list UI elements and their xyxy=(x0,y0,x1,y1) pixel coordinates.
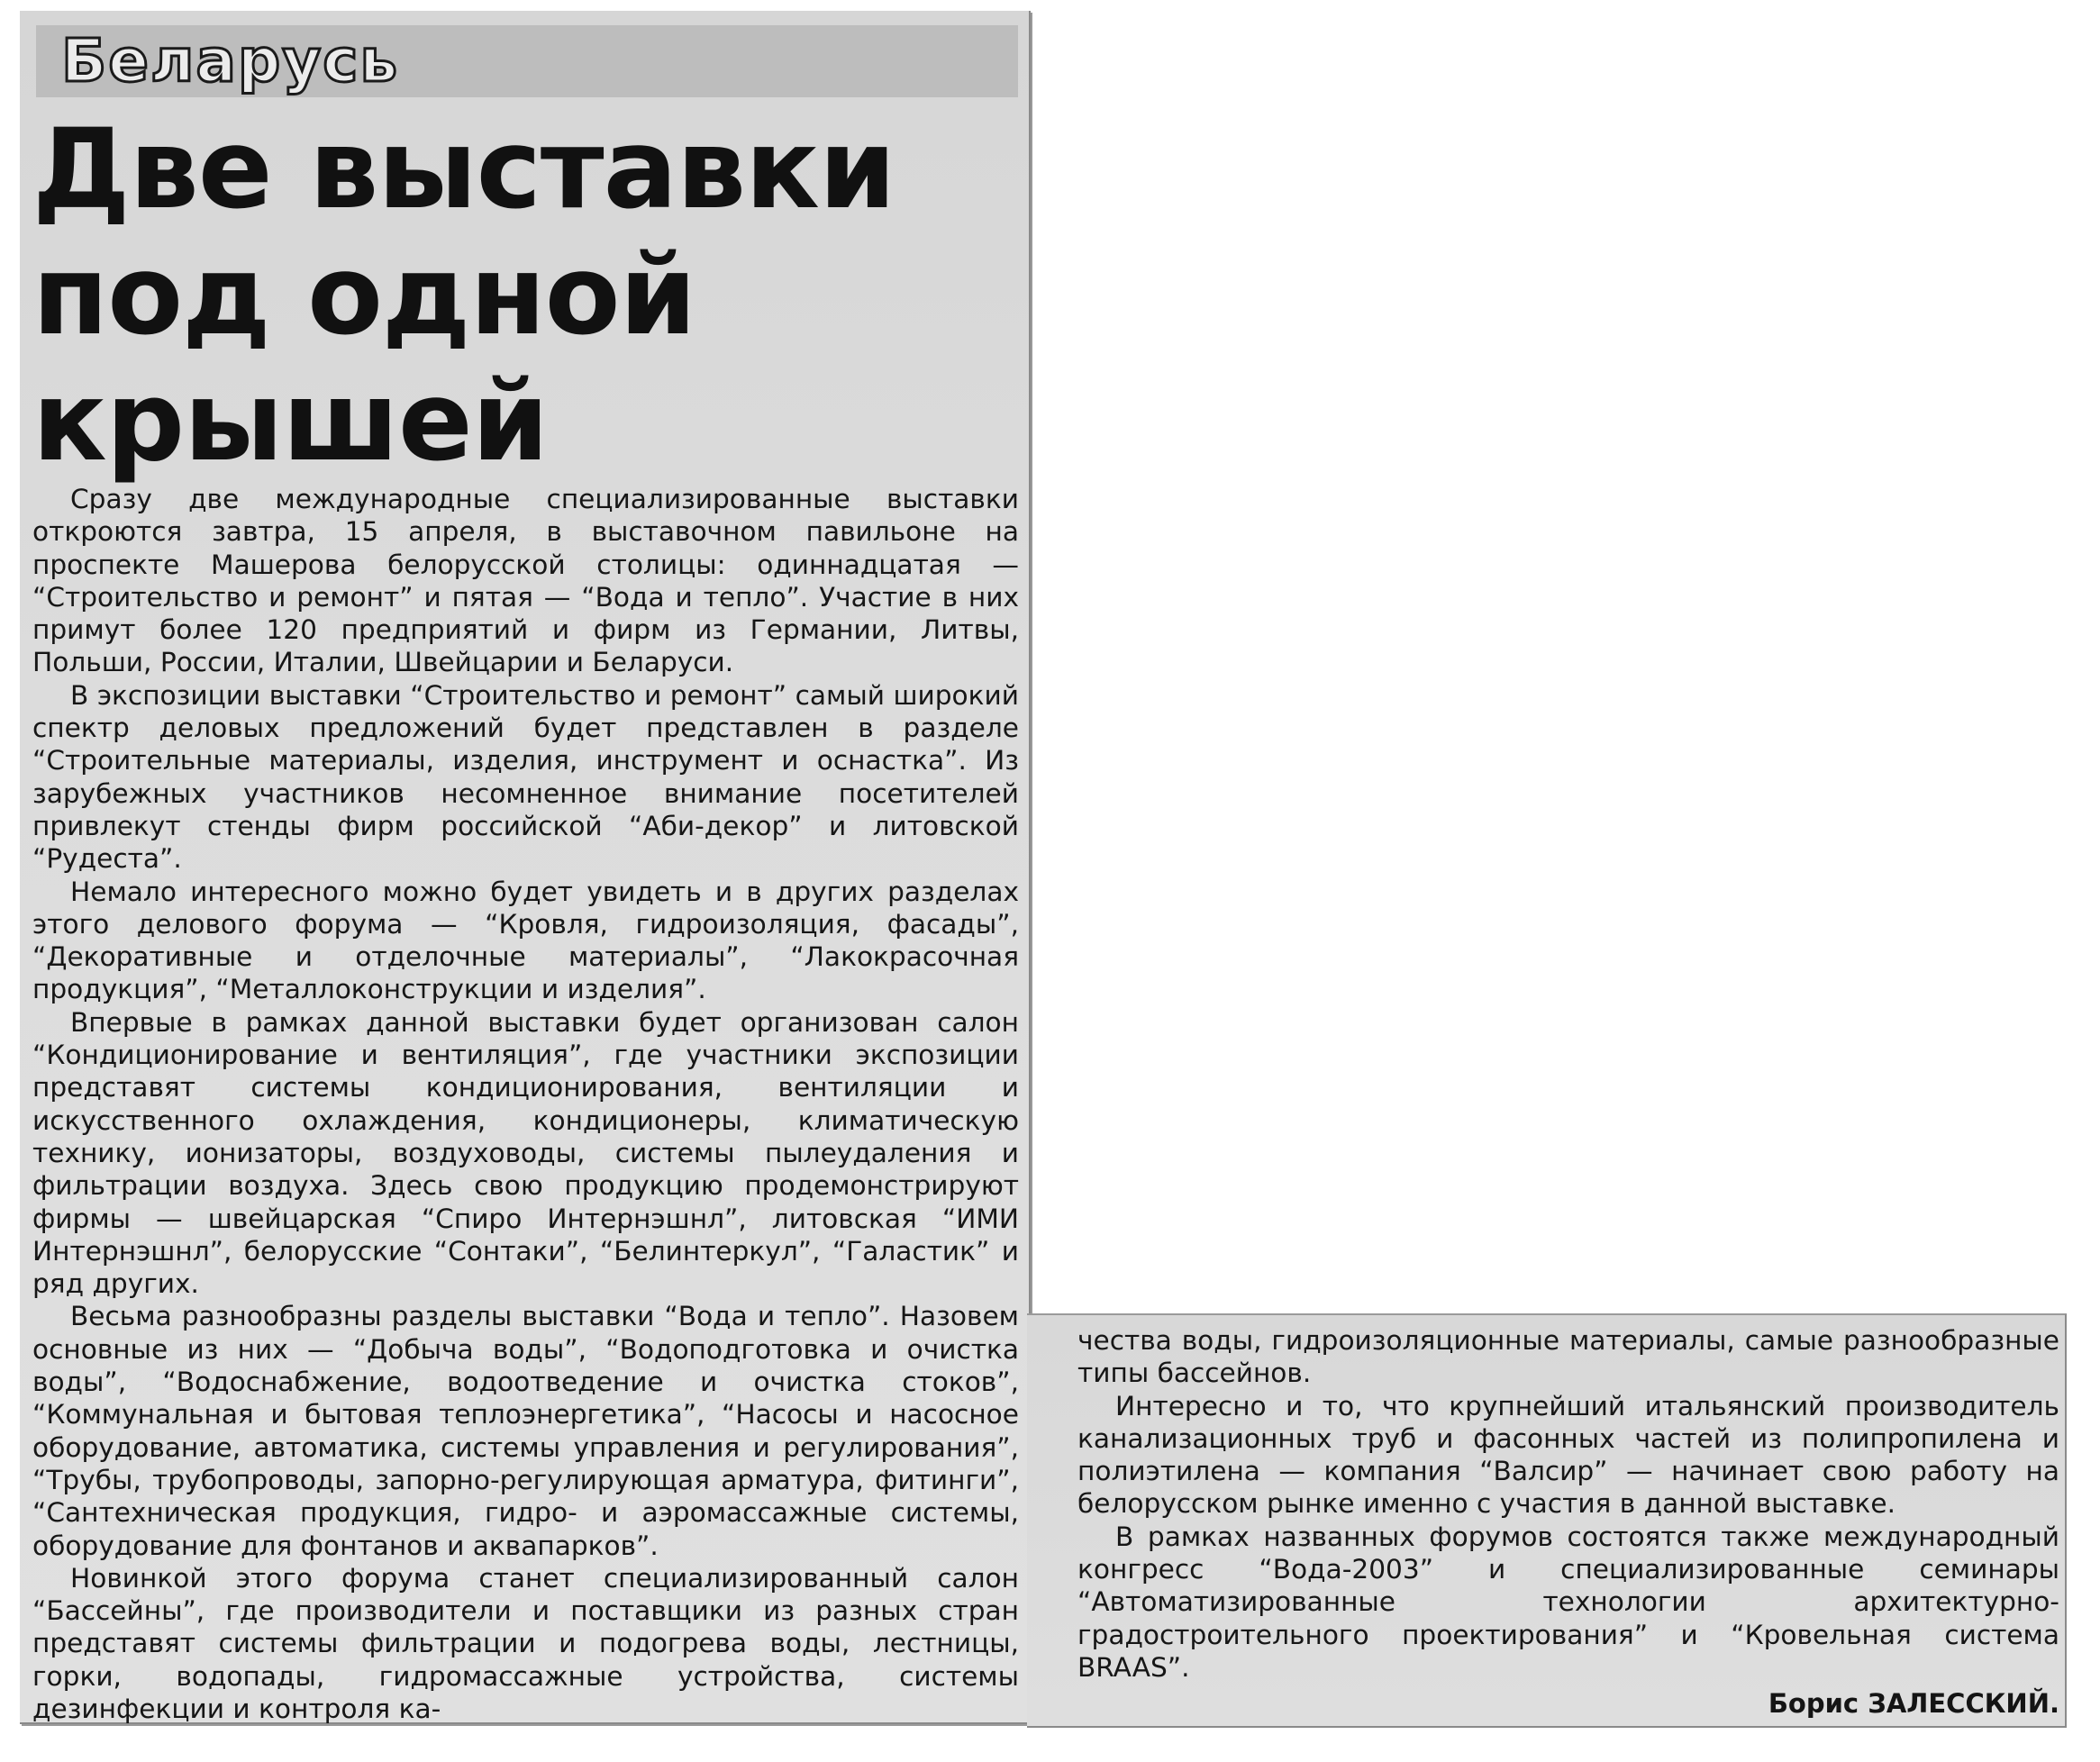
rubric-title: Беларусь xyxy=(61,26,400,95)
headline-line-2: под одной xyxy=(32,232,696,359)
paragraph-8: В рамках названных форумов состоятся также международный конгресс “Вода-2003” и специализированные семинары “Автоматизированные технологии архитектурно-градостроительного проектирования” и “Кровельная система BRAAS”. xyxy=(1077,1521,2059,1683)
article-headline xyxy=(32,106,1023,485)
paragraph-6-continued: чества воды, гидроизоляционные материалы, самые разнообразные типы бассейнов. xyxy=(1077,1325,2059,1389)
headline-line-3: крышей xyxy=(32,358,549,486)
paragraph-7: Интересно и то, что крупнейший итальянский производитель канализационных труб и фасонных частей из полипропилена и полиэтилена — компания “Валсир” — начинает свою работу на белорусском рынке именно с участия в данной выставке. xyxy=(1077,1390,2059,1520)
paragraph-2: В экспозиции выставки “Строительство и ремонт” самый широкий спектр деловых предложений будет представлен в разделе “Строительные материалы, изделия, инструмент и оснастка”. Из зарубежных участников несомненное внимание посетителей привлекут стенды фирм российской “Аби-декор” и литовской “Рудеста”. xyxy=(32,679,1019,875)
article-column-1 xyxy=(32,483,1019,1725)
headline-line-1: Две выставки xyxy=(32,105,895,233)
paragraph-3: Немало интересного можно будет увидеть и в других разделах этого делового форума — “Кровля, гидроизоляция, фасады”, “Декоративные и отделочные материалы”, “Лакокрасочная продукция”, “Металлоконструкции и изделия”. xyxy=(32,876,1019,1005)
article-column-2 xyxy=(1077,1324,2059,1720)
paragraph-5: Весьма разнообразны разделы выставки “Вода и тепло”. Назовем основные из них — “Добыча воды”, “Водоподготовка и очистка воды”, “Водоснабжение, водоотведение и очистка стоков”, “Коммунальная и бытовая теплоэнергетика”, “Насосы и насосное оборудование, автоматика, системы управления и регулирования”, “Трубы, трубопроводы, запорно-регулирующая арматура, фитинги”, “Сантехническая продукция, гидро- и аэромассажные системы, оборудование для фонтанов и аквапарков”. xyxy=(32,1301,1019,1561)
author-byline: Борис ЗАЛЕССКИЙ. xyxy=(1768,1688,2059,1720)
paragraph-6: Новинкой этого форума станет специализированный салон “Бассейны”, где производители и поставщики из разных стран представят системы фильтрации и подогрева воды, лестницы, горки, водопады, гидромассажные устройства, системы дезинфекции и контроля ка- xyxy=(32,1562,1019,1724)
paragraph-1: Сразу две международные специализированные выставки откроются завтра, 15 апреля, в выставочном павильоне на проспекте Машерова белорусской столицы: одиннадцатая — “Строительство и ремонт” и пятая — “Вода и тепло”. Участие в них примут более 120 предприятий и фирм из Германии, Литвы, Польши, России, Италии, Швейцарии и Беларуси. xyxy=(32,484,1019,678)
paragraph-4: Впервые в рамках данной выставки будет организован салон “Кондиционирование и вентиляция”, где участники экспозиции представят системы кондиционирования, вентиляции и искусственного охлаждения, кондиционеры, климатическую технику, ионизаторы, воздуховоды, системы пылеудаления и фильтрации воздуха. Здесь свою продукцию продемонстрируют фирмы — швейцарская “Спиро Интернэшнл”, литовская “ИМИ Интернэшнл”, белорусские “Сонтаки”, “Белинтеркул”, “Галастик” и ряд других. xyxy=(32,1006,1019,1300)
